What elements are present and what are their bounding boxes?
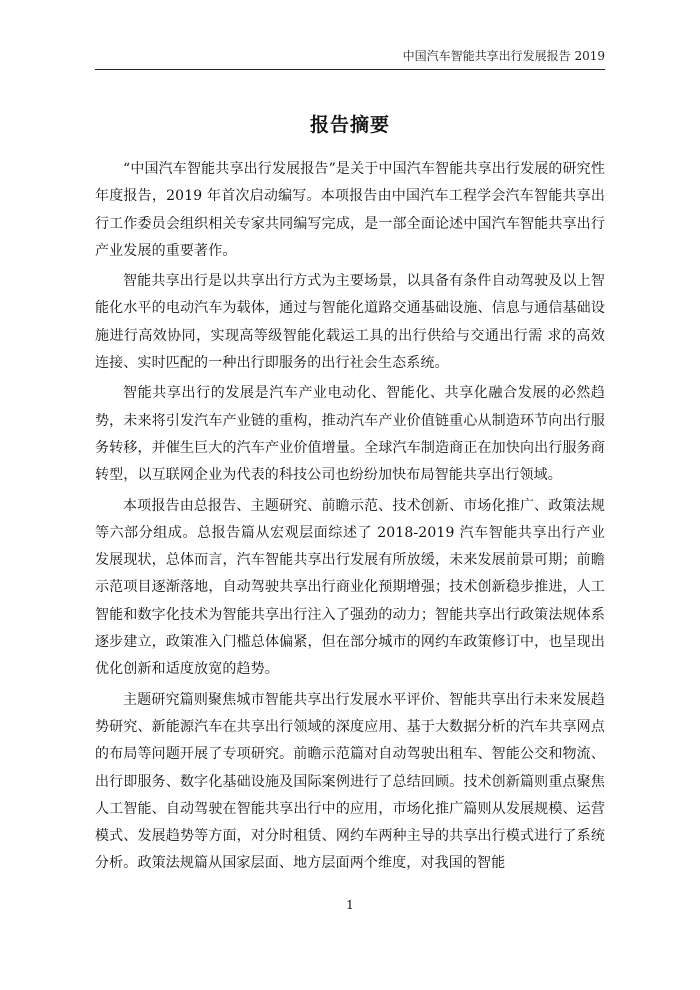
running-header-title: 中国汽车智能共享出行发展报告 2019 (402, 49, 605, 63)
page-title: 报告摘要 (309, 114, 390, 136)
paragraph-trend: 智能共享出行的发展是汽车产业电动化、智能化、共享化融合发展的必然趋势，未来将引发汽车产业链的重构，推动汽车产业价值链重心从制造环节向出行服务转移，并催生巨大的汽车产业价值增量。全球汽车制造商正在加快向出行服务商转型，以互联网企业为代表的科技公司也纷纷加快布局智能共享出行领域。 (95, 385, 605, 484)
paragraph-intro: “中国汽车智能共享出行发展报告”是关于中国汽车智能共享出行发展的研究性年度报告，2019 年首次启动编写。本项报告由中国汽车工程学会汽车智能共享出行工作委员会组织相关专家共同编写完成，是一部全面论述中国汽车智能共享出行产业发展的重要著作。 (95, 161, 605, 259)
paragraph-topics: 主题研究篇则聚焦城市智能共享出行发展水平评价、智能共享出行未来发展趋势研究、新能源汽车在共享出行领域的深度应用、基于大数据分析的汽车共享网点的布局等问题开展了专项研究。前瞻示范篇对自动驾驶出租车、智能公交和物流、出行即服务、数字化基础设施及国际案例进行了总结回顾。技术创新篇则重点聚焦人工智能、自动驾驶在智能共享出行中的应用，市场化推广篇则从发展规模、运营模式、发展趋势等方面，对分时租赁、网约车两种主导的共享出行模式进行了系统分析。政策法规篇从国家层面、地方层面两个维度，对我国的智能 (95, 691, 605, 872)
paragraph-definition: 智能共享出行是以共享出行方式为主要场景，以具备有条件自动驾驶及以上智能化水平的电动汽车为载体，通过与智能化道路交通基础设施、信息与通信基础设施进行高效协同，实现高等级智能化载运工具的出行供给与交通出行需 求的高效连接、实时匹配的一种出行即服务的出行社会生态系统。 (95, 273, 605, 372)
paragraph-structure: 本项报告由总报告、主题研究、前瞻示范、技术创新、市场化推广、政策法规等六部分组成。总报告篇从宏观层面综述了 2018-2019 汽车智能共享出行产业发展现状，总体而言，汽车智能共享出行发展有所放缓，未来发展前景可期；前瞻示范项目逐渐落地，自动驾驶共享出行商业化预期增强；技术创新稳步推进，人工智能和数字化技术为智能共享出行注入了强劲的动力；智能共享出行政策法规体系逐步建立，政策准入门槛总体偏紧，但在部分城市的网约车政策修订中，也呈现出优化创新和适度放宽的趋势。 (95, 497, 605, 678)
running-header (95, 47, 605, 70)
page-number: 1 (346, 898, 354, 912)
body-text (95, 156, 605, 881)
